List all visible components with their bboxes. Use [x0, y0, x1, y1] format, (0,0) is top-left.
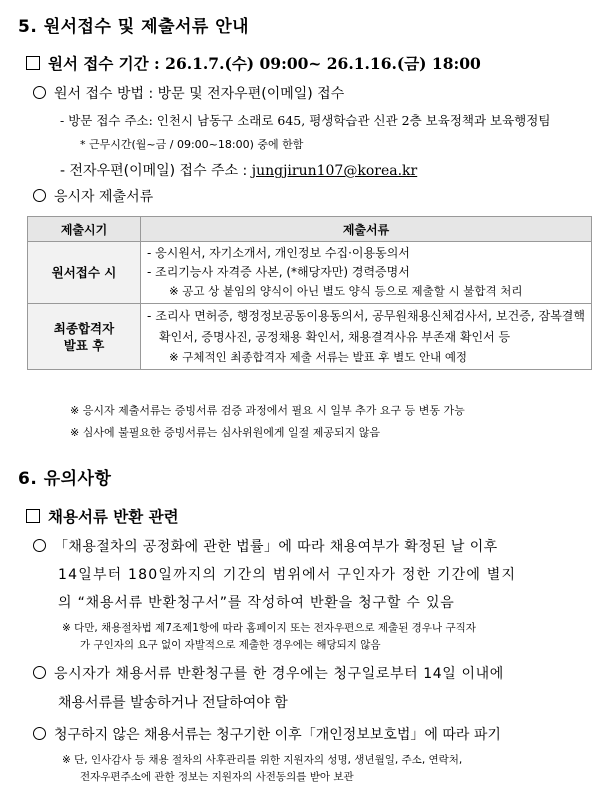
section-6-title: 6. 유의사항 — [18, 469, 112, 489]
working-hours: * 근무시간(월~금 / 09:00~18:00) 중에 한함 — [80, 138, 304, 151]
table-header-row — [28, 217, 592, 242]
table-row — [28, 242, 592, 304]
para-1-line-1 — [33, 536, 498, 556]
para-3-note-line-2: 전자우편주소에 관한 정보는 지원자의 사전동의를 받아 보관 — [80, 771, 354, 783]
para-text: 「채용절차의 공정화에 관한 법률」에 따라 채용여부가 확정된 날 이후 — [54, 539, 498, 555]
email-label: 전자우편(이메일) 접수 주소 : — [69, 163, 252, 179]
para-3-note-line-1: ※ 단, 인사감사 등 채용 절차의 사후관리를 위한 지원자의 성명, 생년월일, 주소, 연락처, — [62, 754, 463, 766]
circle-bullet-icon — [33, 539, 46, 552]
documents-heading — [33, 186, 153, 206]
para-text: 청구하지 않은 채용서류는 청구기한 이후「개인정보보호법」에 따라 파기 — [54, 727, 501, 743]
circle-bullet-icon — [33, 189, 46, 202]
period-value: 26.1.7.(수) 09:00~ 26.1.16.(금) 18:00 — [165, 54, 481, 73]
docs-label: 응시자 제출서류 — [54, 189, 154, 205]
para-1-line-3: 의 “채용서류 반환청구서”를 작성하여 반환을 청구할 수 있음 — [58, 595, 455, 611]
para-3-line-1 — [33, 724, 501, 744]
email-address: - 전자우편(이메일) 접수 주소 : jungjirun107@korea.kr — [60, 163, 418, 179]
para-2-line-1 — [33, 663, 504, 683]
para-1-line-2: 14일부터 180일까지의 기간의 범위에서 구인자가 정한 기간에 별지 — [58, 567, 517, 583]
method-text: 원서 접수 방법 : 방문 및 전자우편(이메일) 접수 — [54, 86, 345, 102]
row-label-final — [28, 304, 141, 370]
para-text: 응시자가 채용서류 반환청구를 한 경우에는 청구일로부터 14일 이내에 — [54, 666, 504, 682]
row-documents-final — [141, 304, 592, 370]
visit-address: - 방문 접수 주소: 인천시 남동구 소래로 645, 평생학습관 신관 2층 보육정책과 보육행정팀 — [60, 113, 551, 128]
doc-item: - 응시원서, 자기소개서, 개인정보 수집·이용동의서 — [147, 246, 410, 260]
para-2-line-2: 채용서류를 발송하거나 전달하여야 함 — [58, 695, 288, 711]
row-documents-application — [141, 242, 592, 304]
application-period — [26, 52, 481, 74]
documents-table — [27, 216, 592, 370]
application-method — [33, 83, 344, 103]
table-row — [28, 304, 592, 370]
checkbox-square-icon — [26, 509, 40, 523]
visit-label: 방문 접수 주소: — [68, 113, 157, 128]
return-docs-title: 채용서류 반환 관련 — [48, 508, 179, 526]
return-docs-heading — [26, 505, 179, 527]
email-link[interactable]: jungjirun107@korea.kr — [251, 163, 418, 179]
visit-value: 인천시 남동구 소래로 645, 평생학습관 신관 2층 보육정책과 보육행정팀 — [156, 113, 551, 128]
circle-bullet-icon — [33, 666, 46, 679]
period-label: 원서 접수 기간 : — [48, 54, 166, 73]
circle-bullet-icon — [33, 727, 46, 740]
table-header-documents: 제출서류 — [141, 217, 592, 242]
table-header-timing: 제출시기 — [28, 217, 141, 242]
doc-note: ※ 공고 상 붙임의 양식이 아닌 별도 양식 등으로 제출할 시 불합격 처리 — [169, 284, 523, 298]
para-1-note-line-1: ※ 다만, 채용절차법 제7조제1항에 따라 홈페이지 또는 전자우편으로 제출된 경우나 구직자 — [62, 622, 476, 634]
checkbox-square-icon — [26, 56, 40, 70]
note-2: ※ 심사에 불필요한 증빙서류는 심사위원에게 일절 제공되지 않음 — [70, 426, 380, 439]
doc-item: - 조리사 면허증, 행정정보공동이용동의서, 공무원채용신체검사서, 보건증, 잠복결핵확인서, 증명사진, 공정채용 확인서, 채용결격사유 부존재 확인서 등 — [147, 309, 585, 344]
row-label-line: 발표 후 — [63, 337, 105, 353]
para-1-note-line-2: 가 구인자의 요구 없이 자발적으로 제출한 경우에는 해당되지 않음 — [80, 639, 381, 651]
note-1: ※ 응시자 제출서류는 증빙서류 검증 과정에서 필요 시 일부 추가 요구 등 변동 가능 — [70, 404, 465, 417]
section-5-title: 5. 원서접수 및 제출서류 안내 — [18, 17, 250, 37]
doc-item: - 조리기능사 자격증 사본, (*해당자만) 경력증명서 — [147, 265, 410, 279]
circle-bullet-icon — [33, 86, 46, 99]
row-label-application: 원서접수 시 — [28, 242, 141, 304]
row-label-line: 최종합격자 — [53, 320, 115, 336]
doc-note: ※ 구체적인 최종합격자 제출 서류는 발표 후 별도 안내 예정 — [169, 350, 468, 364]
